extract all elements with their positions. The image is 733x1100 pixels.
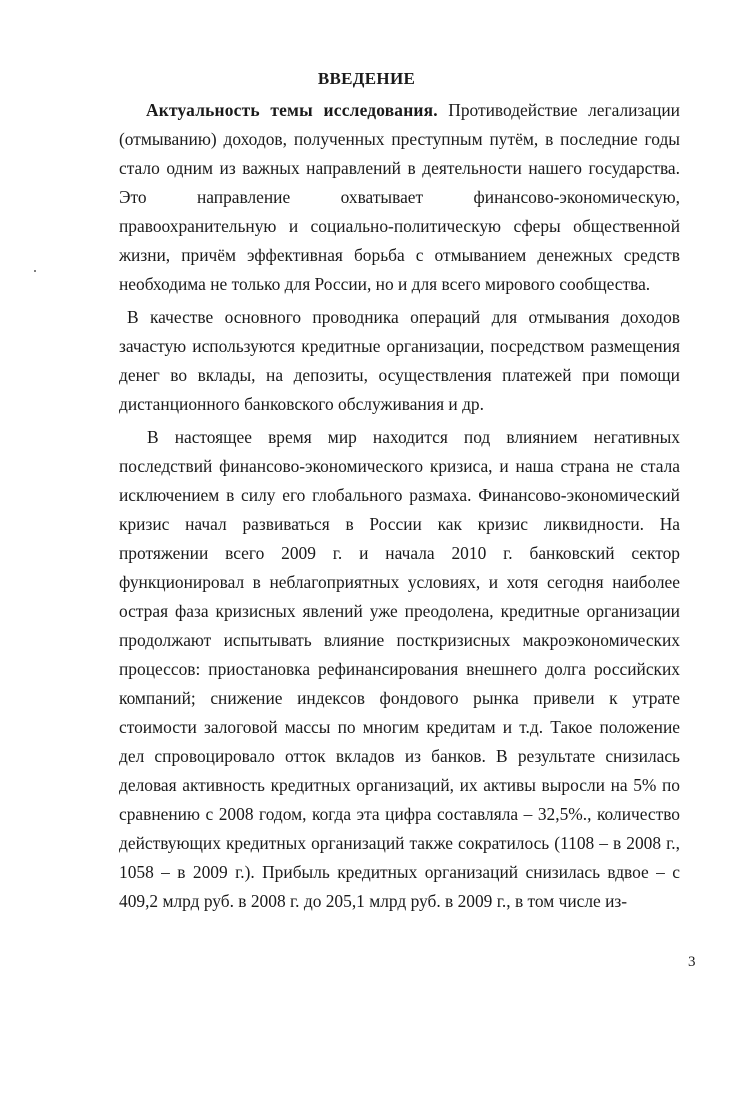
- paragraph-lead: Актуальность темы исследования.: [146, 100, 438, 120]
- paragraph-text: Противодействие легализации (отмыванию) доходов, полученных преступным путём, в последние годы стало одним из важных направлений в деятельности нашего государства. Это направление охватывает финансово-экономическую, правоохранительную и социально-политическую сферы общественной жизни, причём эффективная борьба с отмыванием денежных средств необходима не только для России, но и для всего мирового сообщества.: [119, 100, 680, 294]
- paragraph-crisis: В настоящее время мир находится под влиянием негативных последствий финансово-экономического кризиса, и наша страна не стала исключением в силу его глобального размаха. Финансово-экономический кризис начал развиваться в России как кризис ликвидности. На протяжении всего 2009 г. и начала 2010 г. банковский сектор функционировал в неблагоприятных условиях, и хотя сегодня наиболее острая фаза кризисных явлений уже преодолена, кредитные организации продолжают испытывать влияние посткризисных макроэкономических процессов: приостановка рефинансирования внешнего долга российских компаний; снижение индексов фондового рынка привели к утрате стоимости залоговой массы по многим кредитам и т.д. Такое положение дел спровоцировало отток вкладов из банков. В результате снизилась деловая активность кредитных организаций, их активы выросли на 5% по сравнению с 2008 годом, когда эта цифра составляла – 32,5%., количество действующих кредитных организаций также сократилось (1108 – в 2008 г., 1058 – в 2009 г.). Прибыль кредитных организаций снизилась вдвое – с 409,2 млрд руб. в 2008 г. до 205,1 млрд руб. в 2009 г., в том числе из-: [119, 427, 680, 911]
- paragraph-credit-organizations: В качестве основного проводника операций для отмывания доходов зачастую используются кредитные организации, посредством размещения денег во вклады, на депозиты, осуществления платежей при помощи дистанционного банковского обслуживания и др.: [119, 307, 680, 414]
- paragraph-relevance: [119, 96, 680, 299]
- scan-speck: [34, 270, 36, 272]
- body-text: [119, 96, 680, 916]
- page-number: 3: [688, 954, 696, 970]
- section-heading: ВВЕДЕНИЕ: [317, 69, 416, 88]
